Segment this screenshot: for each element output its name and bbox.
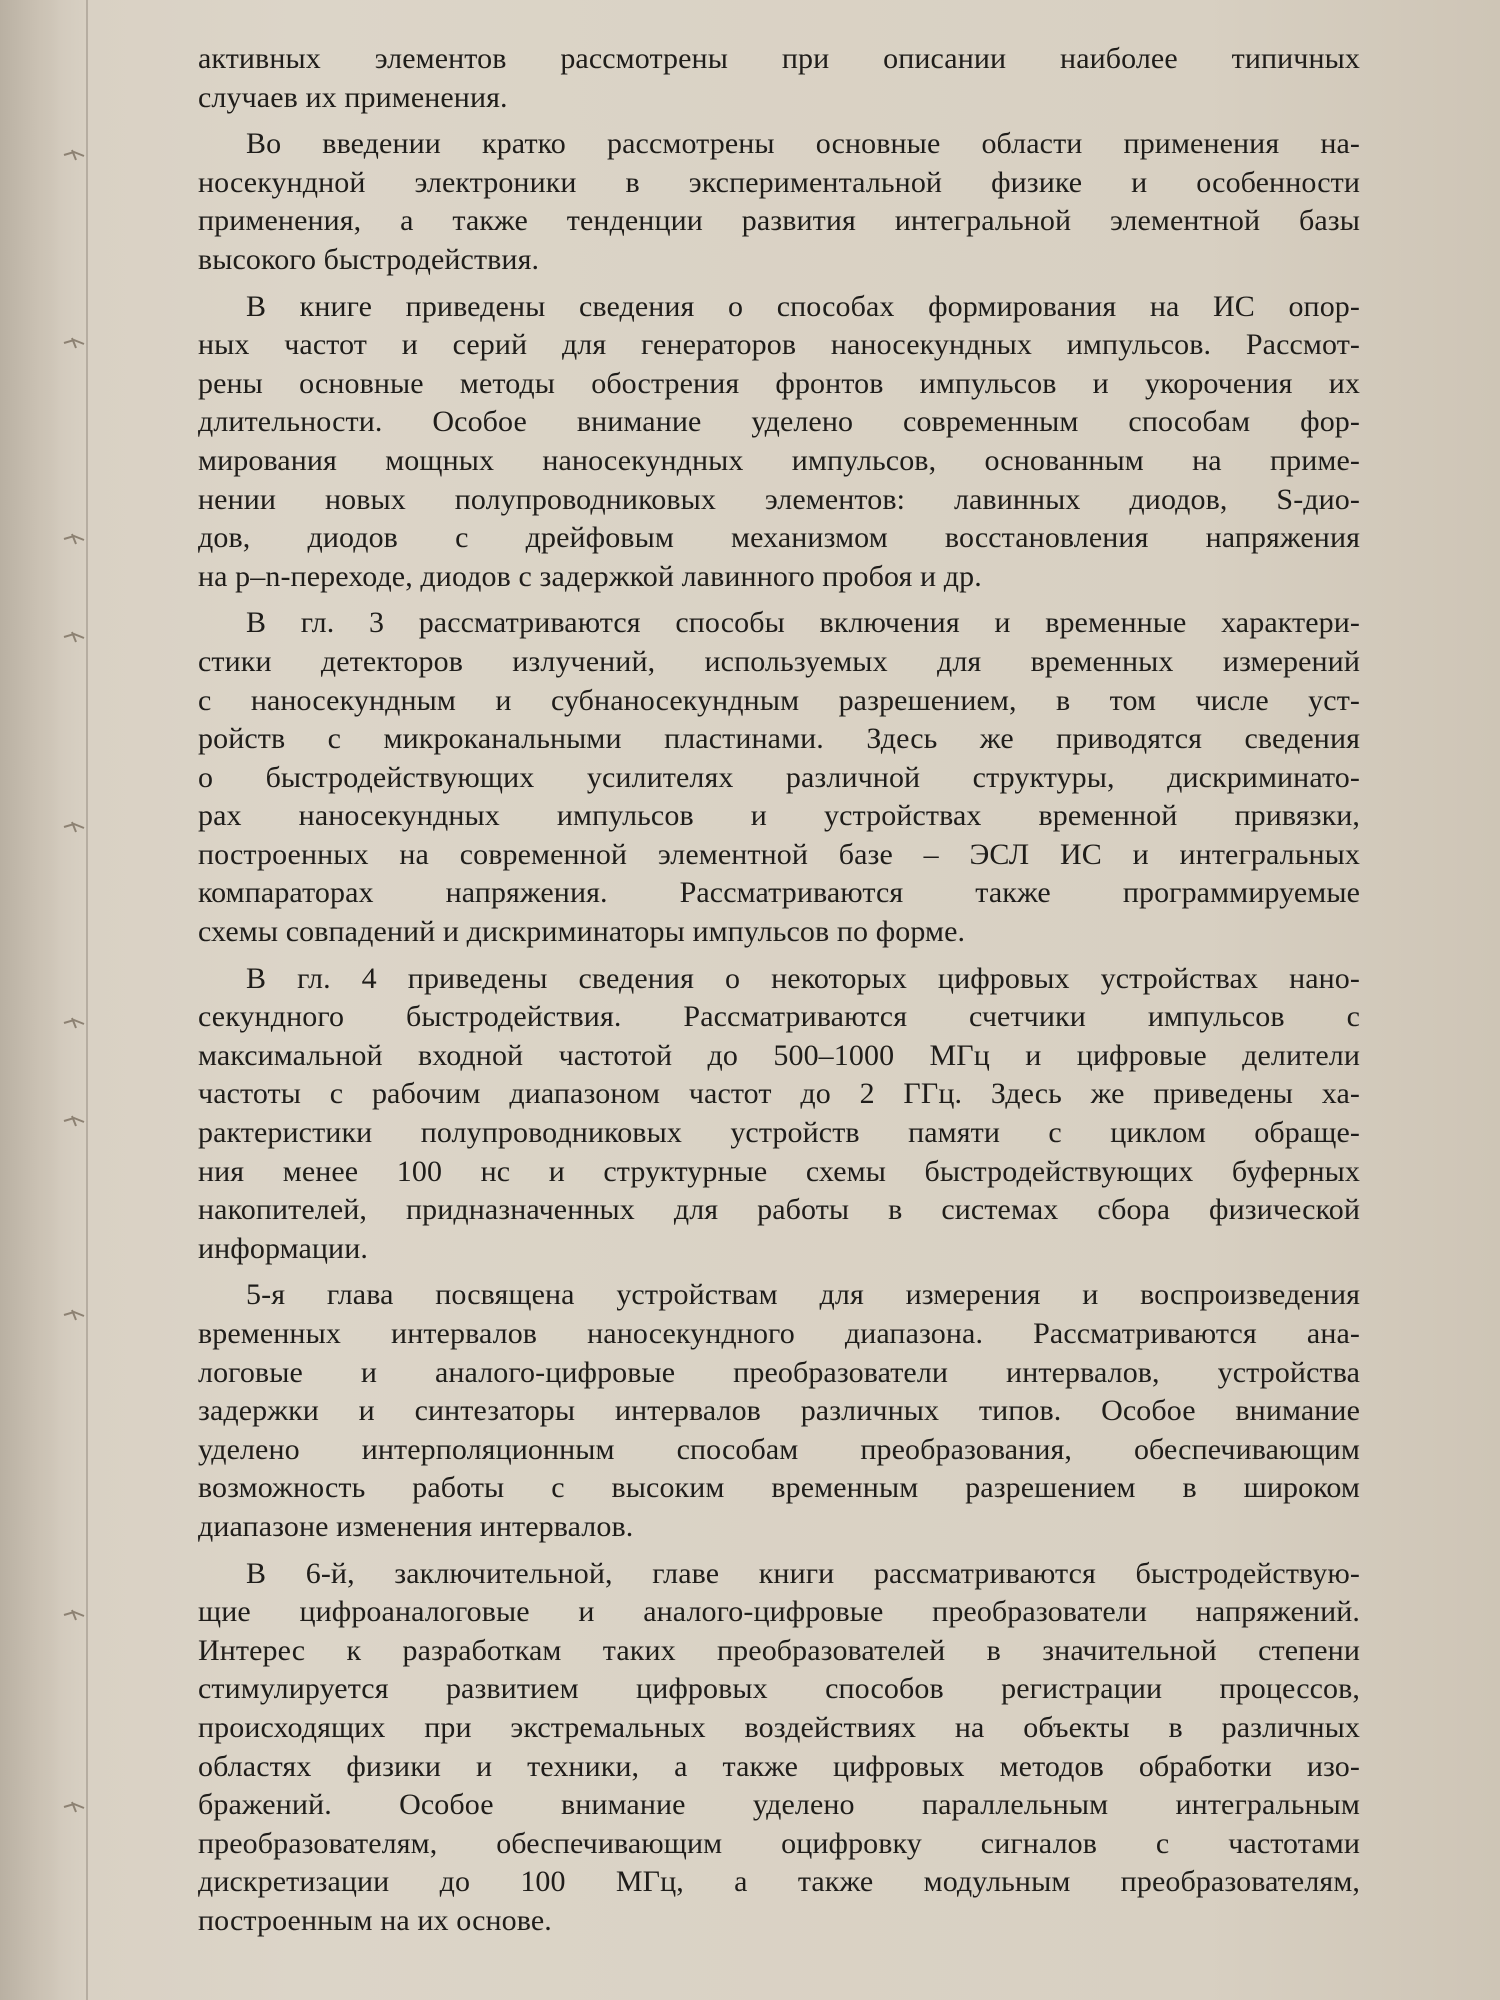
- text-line: 5-я глава посвящена устройствам для измерения и воспроизведения: [246, 1278, 1360, 1312]
- binding-stitch-icon: [62, 1114, 90, 1128]
- text-line: стимулируется развитием цифровых способов регистрации процессов,: [198, 1672, 1360, 1706]
- paragraph-7: [198, 1555, 1360, 1941]
- text-line: происходящих при экстремальных воздействиях на объекты в различных: [198, 1710, 1360, 1744]
- text-line: нении новых полупроводниковых элементов: лавинных диодов, S-дио-: [198, 482, 1360, 516]
- text-line: применения, а также тенденции развития интегральной элементной базы: [198, 204, 1360, 238]
- text-line: высокого быстродействия.: [198, 242, 540, 276]
- text-line: построенным на их основе.: [198, 1903, 552, 1937]
- text-line: схемы совпадений и дискриминаторы импульсов по форме.: [198, 915, 966, 949]
- binding-stitch-icon: [62, 1308, 90, 1322]
- text-line: накопителей, придназначенных для работы в системах сбора физической: [198, 1193, 1360, 1227]
- text-line: Во введении кратко рассмотрены основные области применения на-: [246, 127, 1360, 161]
- text-line: логовые и аналого-цифровые преобразователи интервалов, устройства: [198, 1355, 1360, 1389]
- text-line: ройств с микроканальными пластинами. Здесь же приводятся сведения: [198, 722, 1360, 756]
- text-line: возможность работы с высоким временным разрешением в широком: [198, 1471, 1360, 1505]
- text-line: рактеристики полупроводниковых устройств памяти с циклом обраще-: [198, 1116, 1360, 1150]
- text-line: построенных на современной элементной базе – ЭСЛ ИС и интегральных: [198, 837, 1360, 871]
- text-line: длительности. Особое внимание уделено современным способам фор-: [198, 405, 1360, 439]
- text-line: дов, диодов с дрейфовым механизмом восстановления напряжения: [198, 521, 1360, 555]
- text-line: компараторах напряжения. Рассматриваются также программируемые: [198, 876, 1360, 910]
- text-line: ния менее 100 нс и структурные схемы быстродействующих буферных: [198, 1154, 1360, 1188]
- binding-fold: [86, 0, 88, 2000]
- paragraph-5: [198, 960, 1360, 1269]
- text-line: случаев их применения.: [198, 80, 508, 114]
- text-line: на p–n-переходе, диодов с задержкой лавинного пробоя и др.: [198, 559, 982, 593]
- text-line: В 6-й, заключительной, главе книги рассматриваются быстродействую-: [246, 1556, 1360, 1590]
- text-line: бражений. Особое внимание уделено параллельным интегральным: [198, 1788, 1360, 1822]
- text-line: рены основные методы обострения фронтов импульсов и укорочения их: [198, 366, 1360, 400]
- text-line: секундного быстродействия. Рассматриваются счетчики импульсов с: [198, 1000, 1360, 1034]
- binding-stitch-icon: [62, 630, 90, 644]
- paragraph-6: [198, 1276, 1360, 1546]
- text-line: стики детекторов излучений, используемых для временных измерений: [198, 644, 1360, 678]
- text-line: о быстродействующих усилителях различной структуры, дискриминато-: [198, 760, 1360, 794]
- paragraph-3: [198, 288, 1360, 597]
- binding-stitch-icon: [62, 532, 90, 546]
- text-line: частоты с рабочим диапазоном частот до 2 ГГц. Здесь же приведены ха-: [198, 1077, 1360, 1111]
- text-line: уделено интерполяционным способам преобразования, обеспечивающим: [198, 1432, 1360, 1466]
- text-line: задержки и синтезаторы интервалов различных типов. Особое внимание: [198, 1394, 1360, 1428]
- text-line: ных частот и серий для генераторов наносекундных импульсов. Рассмот-: [198, 328, 1360, 362]
- body-text: [198, 40, 1360, 1980]
- paragraph-1: [198, 40, 1360, 117]
- text-line: дискретизации до 100 МГц, а также модульным преобразователям,: [198, 1865, 1360, 1899]
- paragraph-2: [198, 125, 1360, 279]
- binding-stitch-icon: [62, 336, 90, 350]
- text-line: рах наносекундных импульсов и устройствах временной привязки,: [198, 799, 1360, 833]
- text-line: В книге приведены сведения о способах формирования на ИС опор-: [246, 289, 1360, 323]
- binding-stitch-icon: [62, 1800, 90, 1814]
- text-line: информации.: [198, 1231, 368, 1265]
- binding-stitch-icon: [62, 1608, 90, 1622]
- text-line: областях физики и техники, а также цифровых методов обработки изо-: [198, 1749, 1360, 1783]
- text-line: временных интервалов наносекундного диапазона. Рассматриваются ана-: [198, 1317, 1360, 1350]
- text-line: диапазоне изменения интервалов.: [198, 1509, 634, 1543]
- text-line: В гл. 4 приведены сведения о некоторых цифровых устройствах нано-: [246, 961, 1360, 995]
- text-line: В гл. 3 рассматриваются способы включения и временные характери-: [246, 606, 1360, 640]
- binding-stitch-icon: [62, 148, 90, 162]
- text-line: Интерес к разработкам таких преобразователей в значительной степени: [198, 1633, 1360, 1667]
- text-line: щие цифроаналоговые и аналого-цифровые преобразователи напряжений.: [198, 1595, 1360, 1629]
- binding-stitch-icon: [62, 1016, 90, 1030]
- text-line: преобразователям, обеспечивающим оцифровку сигналов с частотами: [198, 1826, 1360, 1860]
- paragraph-4: [198, 604, 1360, 951]
- text-line: носекундной электроники в экспериментальной физике и особенности: [198, 165, 1360, 199]
- binding-stitch-icon: [62, 820, 90, 834]
- text-line: мирования мощных наносекундных импульсов, основанным на приме-: [198, 443, 1360, 477]
- text-line: с наносекундным и субнаносекундным разрешением, в том числе уст-: [198, 683, 1360, 717]
- text-line: активных элементов рассмотрены при описании наиболее типичных: [198, 42, 1360, 75]
- text-line: максимальной входной частотой до 500–1000 МГц и цифровые делители: [198, 1038, 1360, 1072]
- page-gutter-shadow: [0, 0, 60, 2000]
